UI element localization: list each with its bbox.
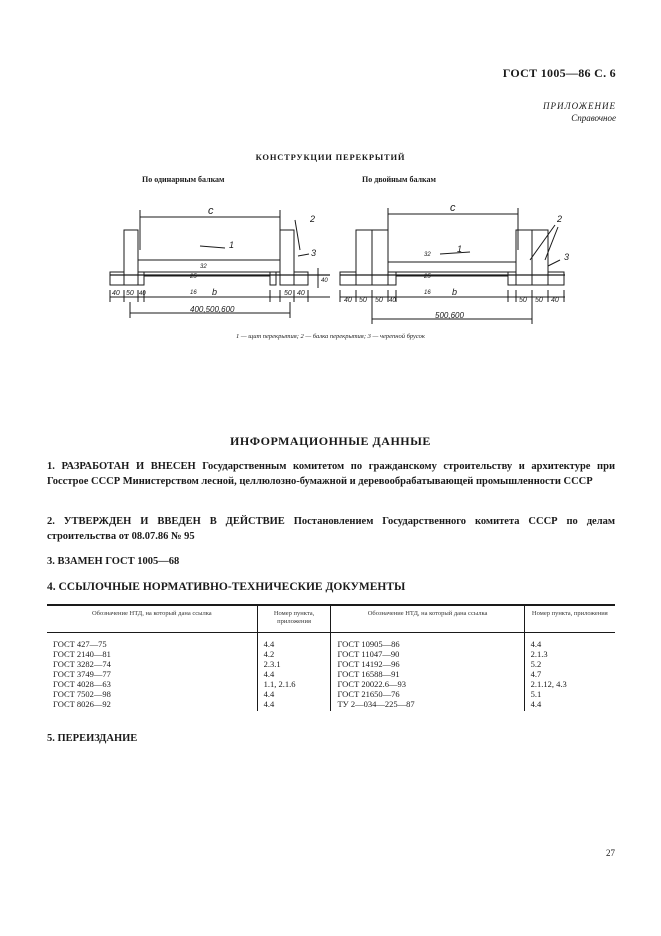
list-item: 2.1.12, 4.3 (530, 679, 567, 689)
figure-right-label: По двойным балкам (362, 175, 436, 184)
label-2-right: 2 (557, 214, 563, 224)
list-item: 4.4 (530, 699, 542, 709)
label-3-right: 3 (564, 252, 570, 262)
right-items-cell (524, 633, 615, 712)
dim-40-left-c: 40 (297, 290, 305, 297)
page-number: 27 (606, 848, 615, 858)
dim-span-right: 500,600 (435, 311, 464, 320)
floor-construction-drawing (0, 190, 661, 330)
label-1-left: 1 (229, 240, 235, 250)
list-item: 2.3.1 (263, 659, 281, 669)
list-item: 2.1.3 (530, 649, 548, 659)
dim-40-right-a: 40 (344, 297, 352, 304)
list-item: 4.2 (263, 649, 275, 659)
list-item: 4.7 (530, 669, 542, 679)
figure-caption: 1 — щит перекрытия; 2 — балка перекрытия; 3 — черепной брусок (236, 333, 425, 340)
dim-25-right: 25 (424, 274, 431, 280)
label-1-right: 1 (457, 244, 463, 254)
info-item-references: 4. ССЫЛОЧНЫЕ НОРМАТИВНО-ТЕХНИЧЕСКИЕ ДОКУМЕНТЫ (47, 581, 406, 593)
label-3-left: 3 (311, 248, 317, 258)
col-header-doc-left: Обозначение НТД, на который дана ссылка (47, 605, 257, 633)
col-header-doc-right: Обозначение НТД, на который дана ссылка (331, 605, 524, 633)
table-row (47, 633, 615, 712)
left-items-cell (257, 633, 331, 712)
figure-title: КОНСТРУКЦИИ ПЕРЕКРЫТИЙ (255, 152, 406, 162)
list-item: ГОСТ 3749—77 (53, 669, 111, 679)
list-item: 4.4 (263, 699, 275, 709)
figure-left-label: По одинарным балкам (142, 175, 225, 184)
left-docs-cell (47, 633, 257, 712)
dim-40-right-b: 40 (389, 298, 396, 304)
list-item: 4.4 (263, 639, 275, 649)
dim-16-right: 16 (424, 290, 431, 296)
dim-span-left: 400,500,600 (190, 305, 235, 314)
dim-50-left-b: 50 (284, 290, 292, 297)
list-item: ТУ 2—034—225—87 (337, 699, 415, 709)
dim-32-left: 32 (200, 264, 207, 270)
dim-50-right-d: 50 (535, 297, 543, 304)
info-section-title: ИНФОРМАЦИОННЫЕ ДАННЫЕ (230, 434, 431, 448)
dim-40-left-b: 40 (139, 291, 146, 297)
col-header-item-right: Номер пункта, приложения (524, 605, 615, 633)
list-item: 4.4 (530, 639, 542, 649)
label-2-left: 2 (310, 214, 316, 224)
info-item-developed: 1. РАЗРАБОТАН И ВНЕСЕН Государственным комитетом по гражданскому строительству и архитектуре при Госстрое СССР Министерством лесной, целлюлозно-бумажной и деревообрабатывающей промышленности СССР (47, 461, 615, 487)
dim-50-left-a: 50 (126, 290, 134, 297)
info-item-approved: 2. УТВЕРЖДЕН И ВВЕДЕН В ДЕЙСТВИЕ Постановлением Государственного комитета СССР по делам строительства от 08.07.86 № 95 (47, 516, 615, 542)
col-header-item-left: Номер пункта, приложения (257, 605, 331, 633)
list-item: 5.2 (530, 659, 542, 669)
appendix-title: ПРИЛОЖЕНИЕ (543, 101, 616, 111)
dim-b-left: b (212, 287, 218, 297)
dim-16-left: 16 (190, 290, 197, 296)
info-item-replaces: 3. ВЗАМЕН ГОСТ 1005—68 (47, 556, 180, 567)
right-docs-cell (331, 633, 524, 712)
list-item: ГОСТ 10905—86 (337, 639, 400, 649)
list-item: ГОСТ 11047—90 (337, 649, 400, 659)
dim-50-right-c: 50 (519, 297, 527, 304)
list-item: ГОСТ 2140—81 (53, 649, 111, 659)
table-header-row (47, 605, 615, 633)
list-item: 5.1 (530, 689, 542, 699)
document-code: ГОСТ 1005—86 С. 6 (502, 66, 616, 80)
dim-50-right-a: 50 (359, 297, 367, 304)
dim-32-right: 32 (424, 252, 431, 258)
list-item: ГОСТ 21650—76 (337, 689, 400, 699)
list-item: ГОСТ 7502—98 (53, 689, 111, 699)
appendix-label (543, 100, 616, 124)
references-table (47, 604, 615, 711)
info-item-reissue: 5. ПЕРЕИЗДАНИЕ (47, 733, 138, 744)
list-item: ГОСТ 427—75 (53, 639, 107, 649)
list-item: ГОСТ 20022.6—93 (337, 679, 407, 689)
dim-50-right-b: 50 (375, 297, 383, 304)
dim-b-right: b (452, 287, 458, 297)
dim-40-left-a: 40 (112, 290, 120, 297)
dim-40-left-vert: 40 (321, 278, 328, 284)
dim-25-left: 25 (190, 274, 197, 280)
list-item: 4.4 (263, 669, 275, 679)
list-item: ГОСТ 14192—96 (337, 659, 400, 669)
dim-40-right-c: 40 (551, 297, 559, 304)
list-item: 1.1, 2.1.6 (263, 679, 296, 689)
list-item: ГОСТ 4028—63 (53, 679, 111, 689)
appendix-type: Справочное (571, 113, 616, 123)
dim-c-left: c (208, 205, 214, 217)
list-item: ГОСТ 16588—91 (337, 669, 400, 679)
list-item: ГОСТ 3282—74 (53, 659, 111, 669)
dim-c-right: c (450, 202, 456, 214)
list-item: ГОСТ 8026—92 (53, 699, 111, 709)
list-item: 4.4 (263, 689, 275, 699)
